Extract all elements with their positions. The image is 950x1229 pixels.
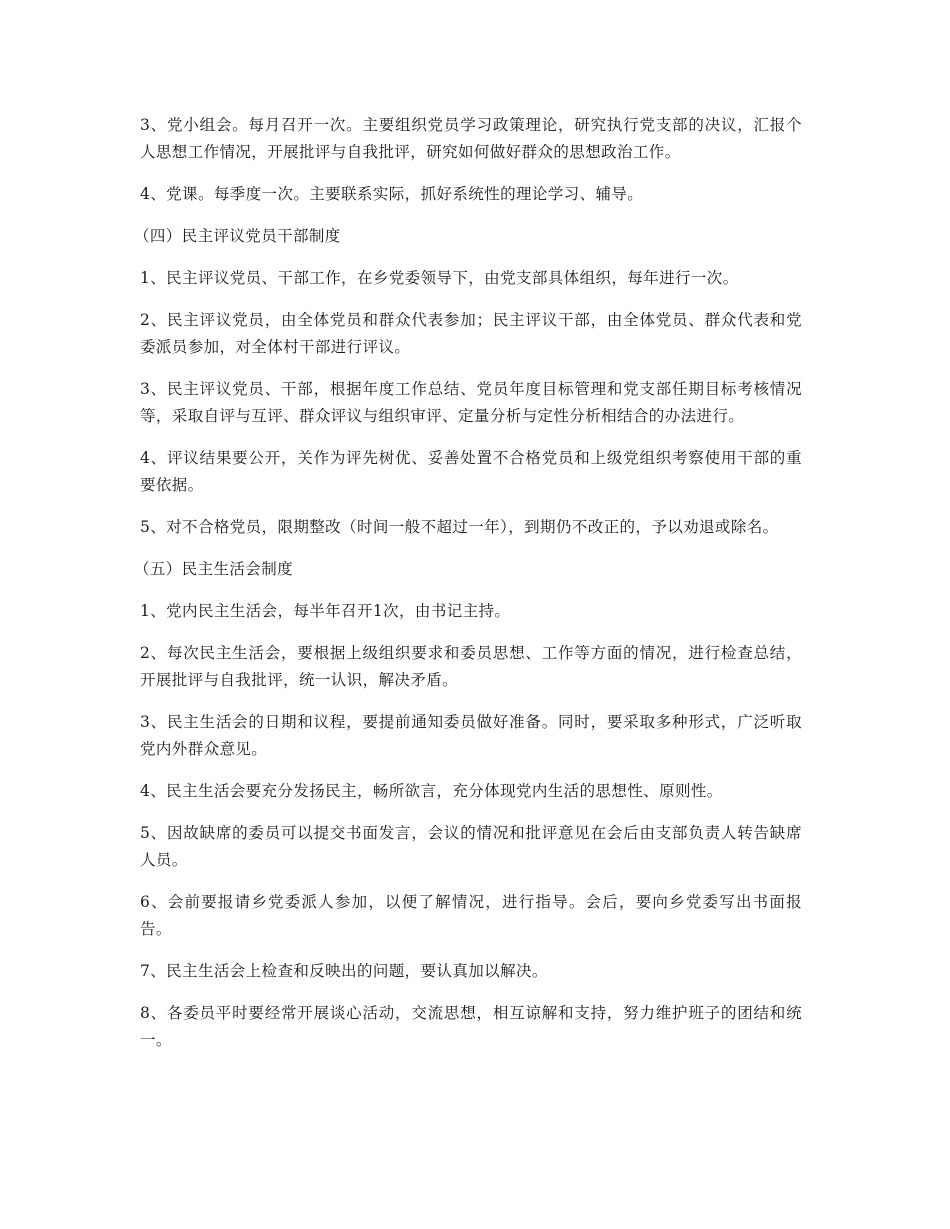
paragraph-evaluation-5: 5、对不合格党员，限期整改（时间一般不超过一年），到期仍不改正的，予以劝退或除名。 — [140, 518, 779, 536]
paragraph-life-meeting-1: 1、党内民主生活会，每半年召开1次，由书记主持。 — [140, 602, 511, 620]
section-heading-democratic-evaluation: （四）民主评议党员干部制度 — [134, 227, 341, 245]
paragraph-life-meeting-2: 2、每次民主生活会，要根据上级组织要求和委员思想、工作等方面的情况，进行检查总结，开展批评与自我批评，统一认识，解决矛盾。 — [140, 644, 802, 689]
paragraph-evaluation-1: 1、民主评议党员、干部工作，在乡党委领导下，由党支部具体组织，每年进行一次。 — [140, 269, 739, 287]
paragraph-life-meeting-7: 7、民主生活会上检查和反映出的问题，要认真加以解决。 — [140, 962, 548, 980]
paragraph-life-meeting-8: 8、各委员平时要经常开展谈心活动，交流思想，相互谅解和支持，努力维护班子的团结和统一。 — [140, 1004, 802, 1049]
paragraph-life-meeting-5: 5、因故缺席的委员可以提交书面发言，会议的情况和批评意见在会后由支部负责人转告缺席人员。 — [140, 824, 802, 869]
paragraph-party-lecture: 4、党课。每季度一次。主要联系实际，抓好系统性的理论学习、辅导。 — [140, 185, 644, 203]
paragraph-evaluation-2: 2、民主评议党员，由全体党员和群众代表参加；民主评议干部，由全体党员、群众代表和党委派员参加，对全体村干部进行评议。 — [140, 311, 802, 356]
document-page — [134, 112, 802, 1069]
paragraph-life-meeting-6: 6、会前要报请乡党委派人参加，以便了解情况，进行指导。会后，要向乡党委写出书面报告。 — [140, 893, 802, 938]
paragraph-life-meeting-3: 3、民主生活会的日期和议程，要提前通知委员做好准备。同时，要采取多种形式，广泛听取党内外群众意见。 — [140, 713, 802, 758]
paragraph-evaluation-3: 3、民主评议党员、干部，根据年度工作总结、党员年度目标管理和党支部任期目标考核情况等，采取自评与互评、群众评议与组织审评、定量分析与定性分析相结合的办法进行。 — [140, 380, 802, 425]
paragraph-evaluation-4: 4、评议结果要公开，关作为评先树优、妥善处置不合格党员和上级党组织考察使用干部的重要依据。 — [140, 449, 802, 494]
section-heading-democratic-life-meeting: （五）民主生活会制度 — [134, 560, 294, 578]
paragraph-life-meeting-4: 4、民主生活会要充分发扬民主，畅所欲言，充分体现党内生活的思想性、原则性。 — [140, 782, 723, 800]
paragraph-party-group-meeting: 3、党小组会。每月召开一次。主要组织党员学习政策理论，研究执行党支部的决议，汇报个人思想工作情况，开展批评与自我批评，研究如何做好群众的思想政治工作。 — [140, 116, 802, 161]
